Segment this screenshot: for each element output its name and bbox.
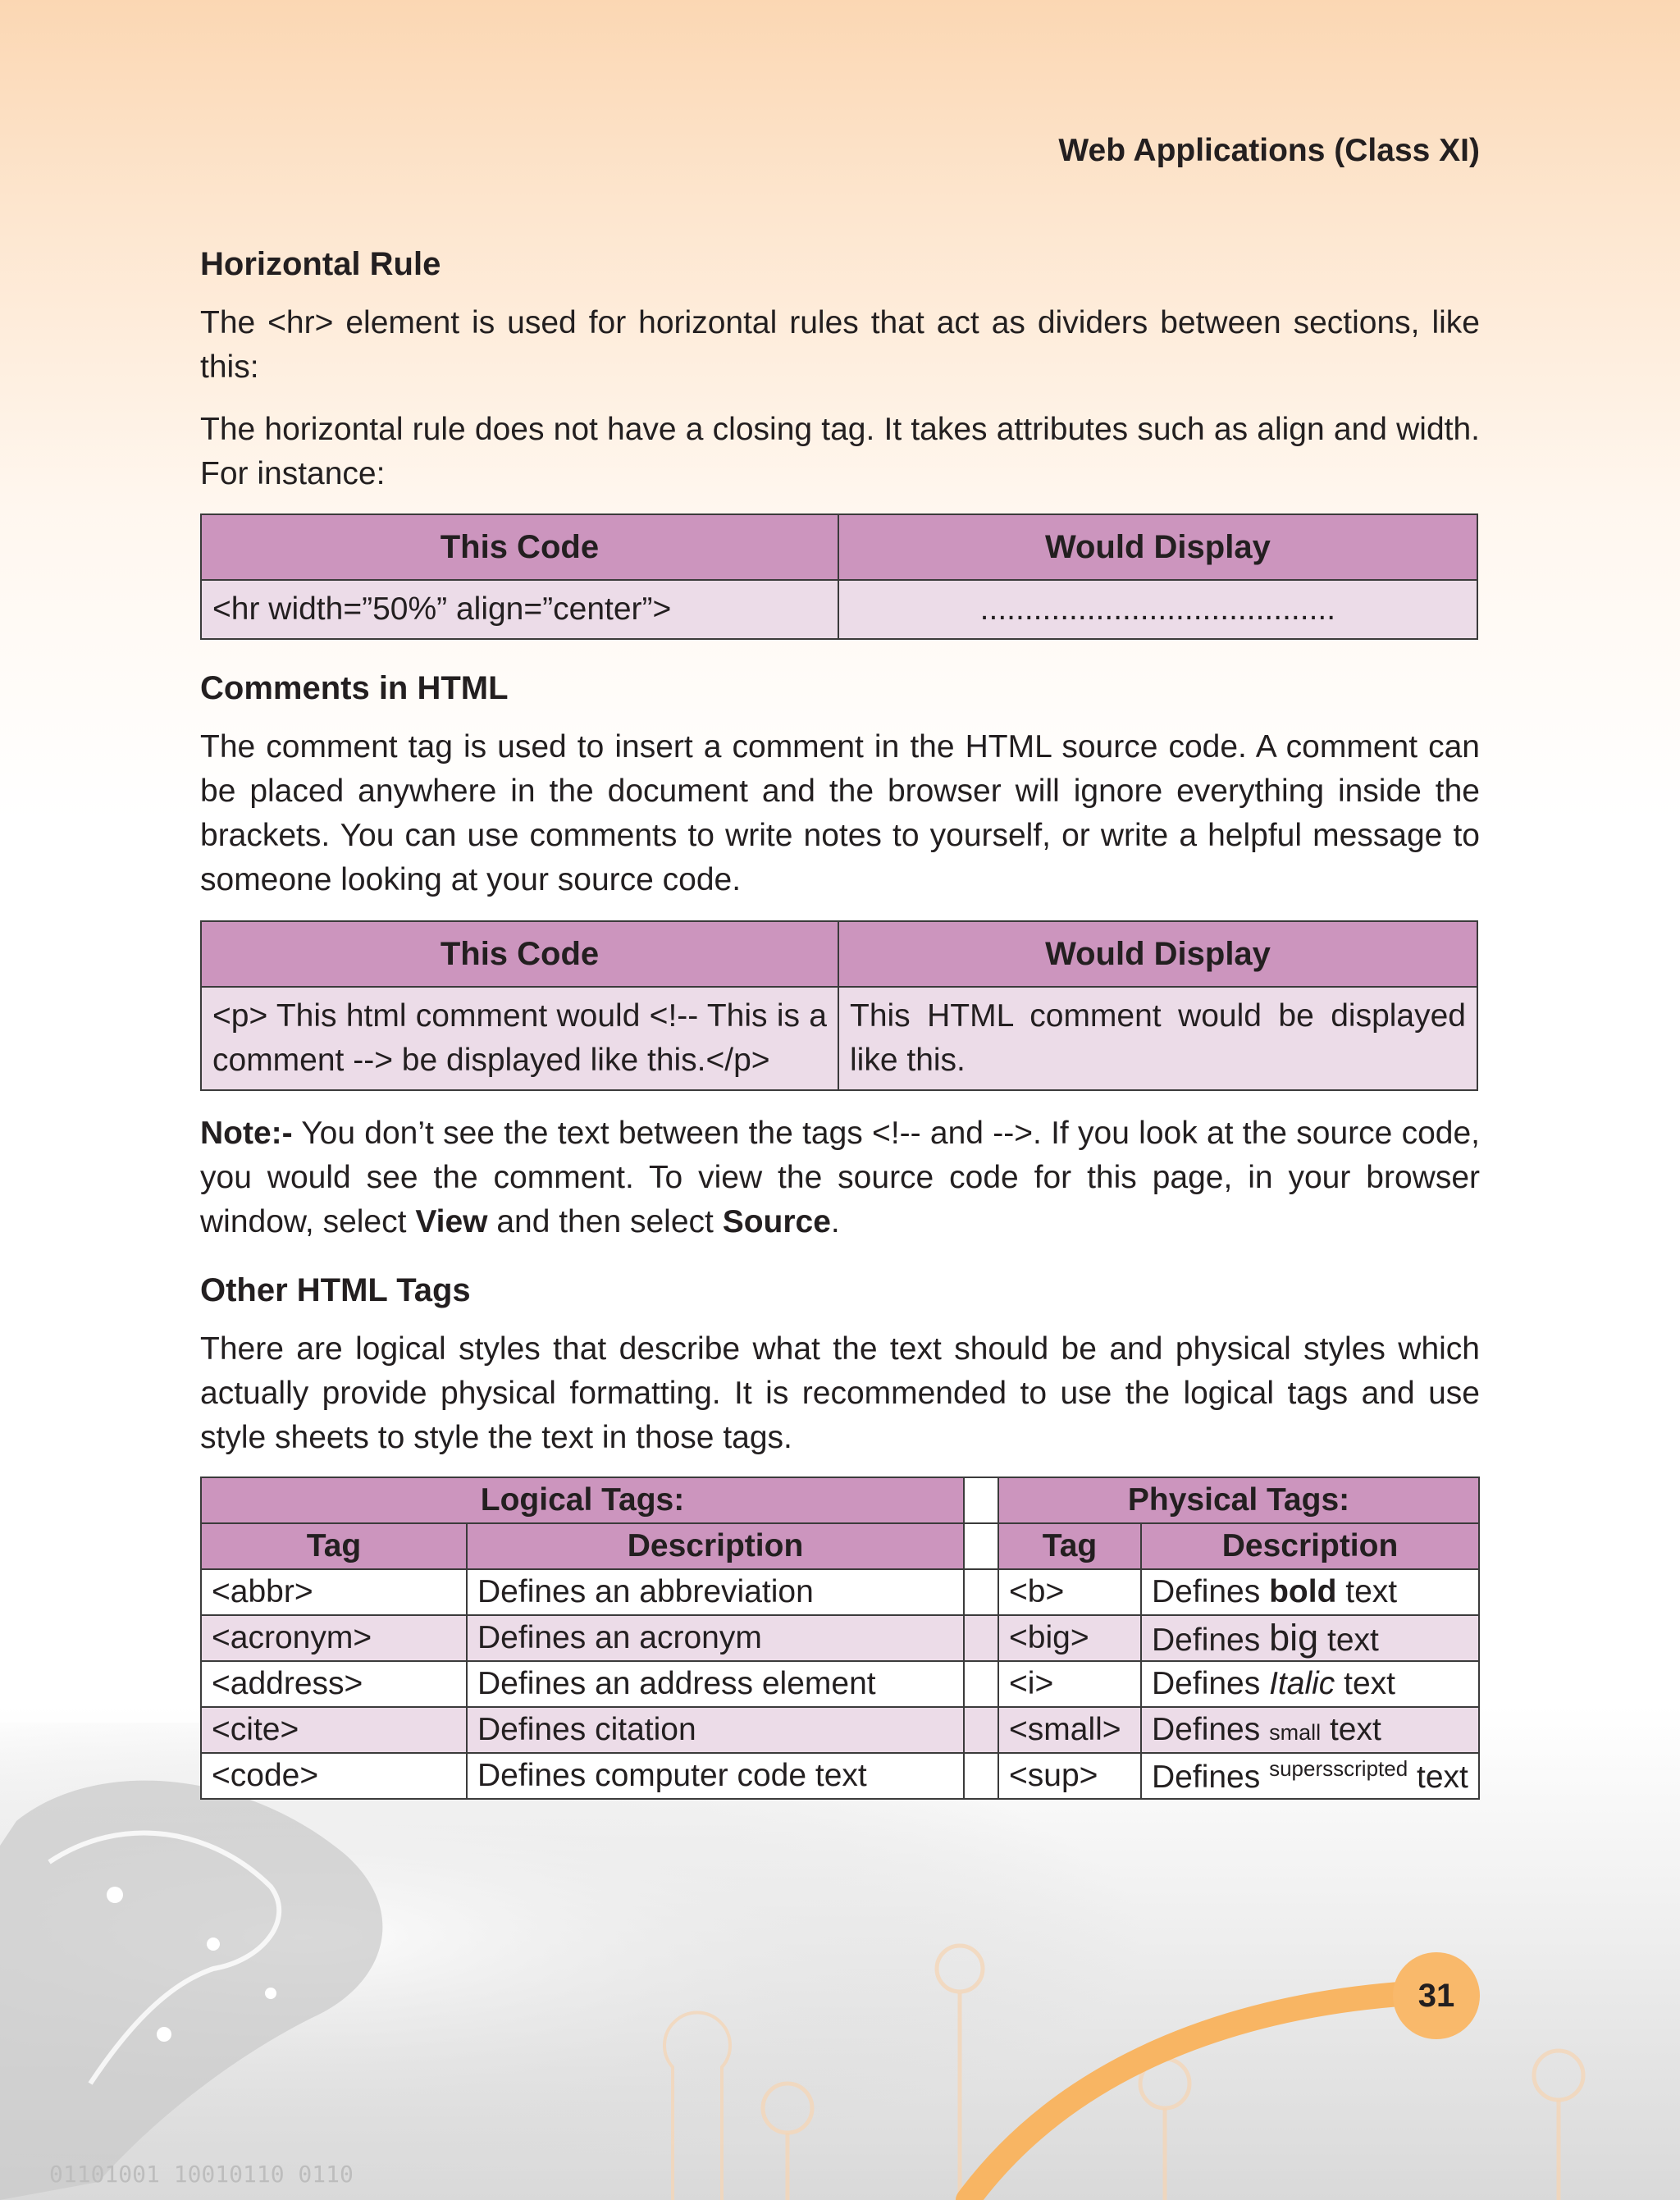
table-gap-column [964, 1523, 998, 1569]
table-header-display: Would Display [838, 921, 1477, 987]
physical-tag-cell: <b> [998, 1569, 1141, 1615]
italic-sample: Italic [1269, 1666, 1335, 1701]
hr-intro-paragraph: The <hr> element is used for horizontal rules that act as dividers between sections, like this: [200, 305, 1480, 385]
heading-comments: Comments in HTML [200, 670, 509, 706]
table-gap-column [964, 1477, 998, 1523]
heading-other-tags: Other HTML Tags [200, 1272, 471, 1308]
table-gap-column [964, 1615, 998, 1661]
physical-desc-cell: Defines small text [1141, 1707, 1479, 1753]
physical-col-tag: Tag [998, 1523, 1141, 1569]
table-gap-column [964, 1661, 998, 1707]
bold-sample: bold [1269, 1574, 1337, 1609]
physical-tag-cell: <i> [998, 1661, 1141, 1707]
table-row [201, 1707, 1479, 1753]
physical-tag-cell: <big> [998, 1615, 1141, 1661]
logical-tag-cell: <code> [201, 1753, 467, 1799]
physical-col-description: Description [1141, 1523, 1479, 1569]
table-row [201, 1569, 1479, 1615]
note-label: Note:- [200, 1116, 293, 1151]
logical-physical-tags-table [200, 1477, 1480, 1800]
note-text-3: . [830, 1204, 840, 1239]
logical-desc-cell: Defines citation [467, 1707, 964, 1753]
comments-paragraph: The comment tag is used to insert a comment in the HTML source code. A comment can be placed anywhere in the document and the browser will ignore everything inside the brackets. You can use comments to write notes to yourself, or write a helpful message to someone looking at your source code. [200, 729, 1480, 897]
logical-tag-cell: <acronym> [201, 1615, 467, 1661]
table-gap-column [964, 1753, 998, 1799]
logical-desc-cell: Defines an address element [467, 1661, 964, 1707]
hr-display-cell: ........................................ [838, 580, 1477, 639]
note-view-bold: View [415, 1204, 488, 1239]
physical-desc-cell: Defines bold text [1141, 1569, 1479, 1615]
note-paragraph [200, 1111, 1480, 1244]
physical-tags-header: Physical Tags: [998, 1477, 1479, 1523]
hr-code-cell: <hr width=”50%” align=”center”> [201, 580, 838, 639]
page-number-badge: 31 [1393, 1952, 1480, 2039]
logical-tags-header: Logical Tags: [201, 1477, 964, 1523]
note-source-bold: Source [722, 1204, 831, 1239]
note-text-2: and then select [487, 1204, 723, 1239]
table-row [201, 1661, 1479, 1707]
physical-desc-cell: Defines big text [1141, 1615, 1479, 1661]
table-gap-column [964, 1707, 998, 1753]
comment-example-table [200, 920, 1478, 1091]
svg-text:01101001 10010110 0110: 01101001 10010110 0110 [49, 2161, 354, 2188]
big-sample: big [1269, 1617, 1319, 1659]
logical-col-description: Description [467, 1523, 964, 1569]
logical-desc-cell: Defines computer code text [467, 1753, 964, 1799]
superscript-sample: supersscripted [1269, 1756, 1408, 1781]
comment-code-cell: <p> This html comment would <!-- This is a comment --> be displayed like this.</p> [201, 987, 838, 1090]
table-header-code: This Code [201, 921, 838, 987]
other-tags-paragraph: There are logical styles that describe what the text should be and physical styles which actually provide physical formatting. It is recommended to use the logical tags and use style sheets to style the text in those tags. [200, 1331, 1480, 1455]
logical-tag-cell: <cite> [201, 1707, 467, 1753]
logical-tag-cell: <address> [201, 1661, 467, 1707]
small-sample: small [1269, 1720, 1322, 1745]
note-text-1: You don’t see the text between the tags <!-- and -->. If you look at the source code, you would see the comment. To view the source code for this page, in your browser window, select [200, 1116, 1480, 1239]
physical-tag-cell: <small> [998, 1707, 1141, 1753]
table-row [201, 1753, 1479, 1799]
heading-horizontal-rule: Horizontal Rule [200, 246, 441, 282]
physical-desc-cell: Defines Italic text [1141, 1661, 1479, 1707]
physical-tag-cell: <sup> [998, 1753, 1141, 1799]
logical-tag-cell: <abbr> [201, 1569, 467, 1615]
table-header-code: This Code [201, 514, 838, 580]
table-row [201, 1615, 1479, 1661]
table-gap-column [964, 1569, 998, 1615]
logical-col-tag: Tag [201, 1523, 467, 1569]
table-header-display: Would Display [838, 514, 1477, 580]
logical-desc-cell: Defines an acronym [467, 1615, 964, 1661]
comment-display-cell: This HTML comment would be displayed like this. [838, 987, 1477, 1090]
running-head: Web Applications (Class XI) [1058, 133, 1480, 168]
physical-desc-cell: Defines $^{supersscripted}$ text [1141, 1753, 1479, 1799]
logical-desc-cell: Defines an abbreviation [467, 1569, 964, 1615]
hr-attributes-paragraph: The horizontal rule does not have a closing tag. It takes attributes such as align and width. For instance: [200, 412, 1480, 491]
hr-example-table [200, 513, 1478, 640]
